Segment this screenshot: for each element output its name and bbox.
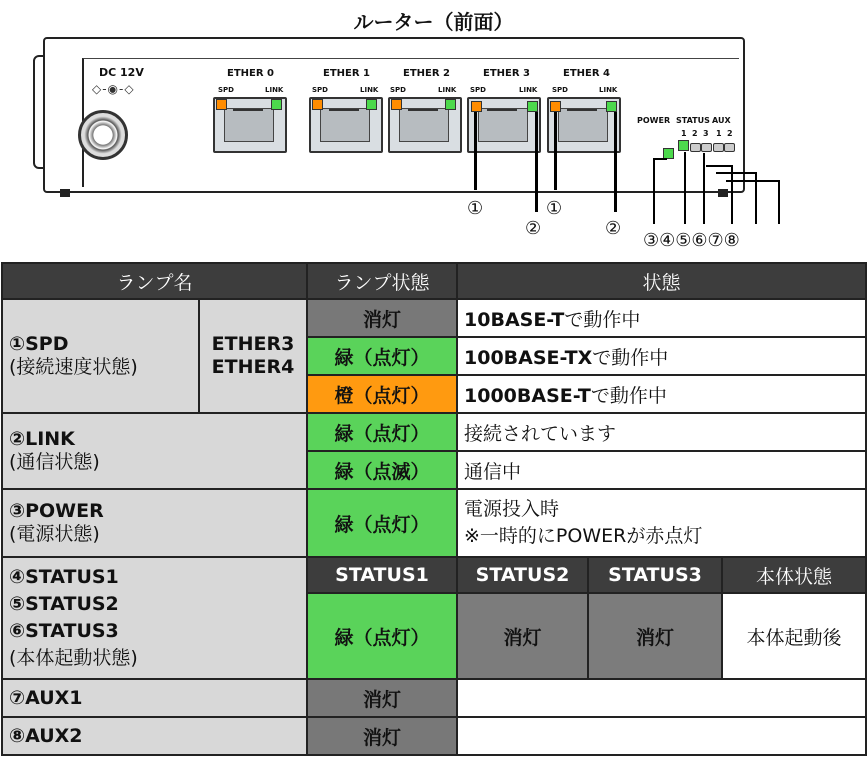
callout-line xyxy=(716,172,756,174)
power-desc-cell xyxy=(457,489,866,557)
callout-line xyxy=(703,153,705,224)
spd-desc-1000-speed: 1000BASE-T xyxy=(464,384,591,407)
ether3-link-label: LINK xyxy=(519,86,538,94)
dc-jack-icon xyxy=(78,110,128,160)
ether0-label: ETHER 0 xyxy=(227,68,274,79)
header-lamp-state: ランプ状態 xyxy=(307,263,457,299)
spd-desc-10-speed: 10BASE-T xyxy=(464,308,565,331)
spd-desc-100-rest: で動作中 xyxy=(592,346,669,369)
spd-sub: (接続速度状態) xyxy=(9,356,138,378)
link-state-blink: 緑（点滅） xyxy=(307,451,457,489)
status-col-status3: STATUS3 xyxy=(588,557,722,593)
callout-line xyxy=(706,165,731,167)
aux2-name: ⑧AUX2 xyxy=(2,717,307,755)
callout-link-ether4: ② xyxy=(605,218,622,239)
header-status: 状態 xyxy=(457,263,866,299)
power-name-cell xyxy=(2,489,307,557)
router-foot xyxy=(60,189,70,197)
aux1-desc xyxy=(457,679,866,717)
status1-value: 緑（点灯） xyxy=(307,593,457,679)
power-desc-2: ※一時的にPOWERが赤点灯 xyxy=(464,525,703,547)
ether4-label: ETHER 4 xyxy=(563,68,610,79)
callout-line xyxy=(474,112,477,190)
ether0-spd-led xyxy=(216,99,227,110)
spd-state-green: 緑（点灯） xyxy=(307,337,457,375)
callout-line xyxy=(535,112,538,212)
header-lamp-name: ランプ名 xyxy=(2,263,307,299)
ether2-spd-led xyxy=(391,99,402,110)
status2-led xyxy=(690,143,701,152)
page-title: ルーター（前面） xyxy=(353,10,514,34)
spd-name-cell xyxy=(2,299,199,413)
ether2-label: ETHER 2 xyxy=(403,68,450,79)
callout-line xyxy=(653,158,667,160)
status-name-cell xyxy=(2,557,307,679)
callout-line xyxy=(653,158,655,224)
status-name-3: ⑥STATUS3 xyxy=(9,620,119,642)
callout-line xyxy=(726,180,779,182)
spd-ether-cell xyxy=(199,299,307,413)
aux2-desc xyxy=(457,717,866,755)
status3-led xyxy=(701,143,712,152)
aux1-name: ⑦AUX1 xyxy=(2,679,307,717)
ether2-spd-label: SPD xyxy=(390,86,406,94)
aux-num-1: 1 xyxy=(716,129,722,138)
status-col-status1: STATUS1 xyxy=(307,557,457,593)
callout-power-status-aux: ③④⑤⑥⑦⑧ xyxy=(643,230,740,251)
status-num-2: 2 xyxy=(692,129,698,138)
ether2-link-label: LINK xyxy=(438,86,457,94)
callout-line xyxy=(554,112,557,190)
spd-desc-1000-rest: で動作中 xyxy=(590,384,667,407)
callout-line xyxy=(614,112,617,212)
aux-label: AUX xyxy=(712,116,731,125)
aux2-led xyxy=(724,143,735,152)
link-desc-communicating: 通信中 xyxy=(457,451,866,489)
ether4-link-led xyxy=(606,101,617,112)
ether1-link-label: LINK xyxy=(360,86,379,94)
callout-spd-ether3: ① xyxy=(467,198,484,219)
link-name: ②LINK xyxy=(9,428,75,450)
ether3-link-led xyxy=(527,101,538,112)
ether1-label: ETHER 1 xyxy=(323,68,370,79)
status-col-body: 本体状態 xyxy=(722,557,866,593)
aux1-state: 消灯 xyxy=(307,679,457,717)
status-name-1: ④STATUS1 xyxy=(9,566,119,588)
ether1-spd-label: SPD xyxy=(312,86,328,94)
status3-value: 消灯 xyxy=(588,593,722,679)
aux-num-2: 2 xyxy=(727,129,733,138)
status-num-1: 1 xyxy=(681,129,687,138)
ether0-link-led xyxy=(271,99,282,110)
ether3-spd-label: SPD xyxy=(470,86,486,94)
spd-desc-1000 xyxy=(457,375,866,413)
dc-polarity-icon: ◇-◉-◇ xyxy=(92,82,135,96)
ether0-link-label: LINK xyxy=(265,86,284,94)
status-sub: (本体起動状態) xyxy=(9,647,138,669)
status-name-2: ⑤STATUS2 xyxy=(9,593,119,615)
ether4-spd-led xyxy=(550,101,561,112)
spd-ether4: ETHER4 xyxy=(211,356,295,378)
link-desc-connected: 接続されています xyxy=(457,413,866,451)
power-desc-1: 電源投入時 xyxy=(464,498,560,520)
callout-line xyxy=(684,152,686,224)
spd-desc-10-rest: で動作中 xyxy=(564,308,641,331)
spd-state-orange: 橙（点灯） xyxy=(307,375,457,413)
ether0-spd-label: SPD xyxy=(218,86,234,94)
dc-label: DC 12V xyxy=(99,66,144,79)
power-label: POWER xyxy=(637,116,671,125)
ether2-link-led xyxy=(445,99,456,110)
status-num-3: 3 xyxy=(703,129,709,138)
power-sub: (電源状態) xyxy=(9,523,100,545)
aux2-state: 消灯 xyxy=(307,717,457,755)
status-label: STATUS xyxy=(676,116,710,125)
spd-desc-100-speed: 100BASE-TX xyxy=(464,346,593,369)
ether3-spd-led xyxy=(471,101,482,112)
ether4-link-label: LINK xyxy=(599,86,618,94)
status-col-status2: STATUS2 xyxy=(457,557,588,593)
link-state-on: 緑（点灯） xyxy=(307,413,457,451)
ether1-spd-led xyxy=(312,99,323,110)
power-name: ③POWER xyxy=(9,500,104,522)
callout-link-ether3: ② xyxy=(525,218,542,239)
lamp-status-table xyxy=(1,262,867,756)
power-state: 緑（点灯） xyxy=(307,489,457,557)
status1-led xyxy=(678,140,689,151)
link-name-cell xyxy=(2,413,307,489)
aux1-led xyxy=(713,143,724,152)
status2-value: 消灯 xyxy=(457,593,588,679)
spd-desc-10 xyxy=(457,299,866,337)
body-status-value: 本体起動後 xyxy=(722,593,866,679)
ether4-spd-label: SPD xyxy=(552,86,568,94)
spd-desc-100 xyxy=(457,337,866,375)
spd-ether3: ETHER3 xyxy=(211,333,295,355)
router-foot xyxy=(718,189,728,197)
callout-line xyxy=(778,180,780,224)
ether1-link-led xyxy=(366,99,377,110)
ether3-label: ETHER 3 xyxy=(483,68,530,79)
link-sub: (通信状態) xyxy=(9,451,100,473)
spd-state-off: 消灯 xyxy=(307,299,457,337)
callout-spd-ether4: ① xyxy=(546,198,563,219)
spd-name: ①SPD xyxy=(9,333,69,355)
